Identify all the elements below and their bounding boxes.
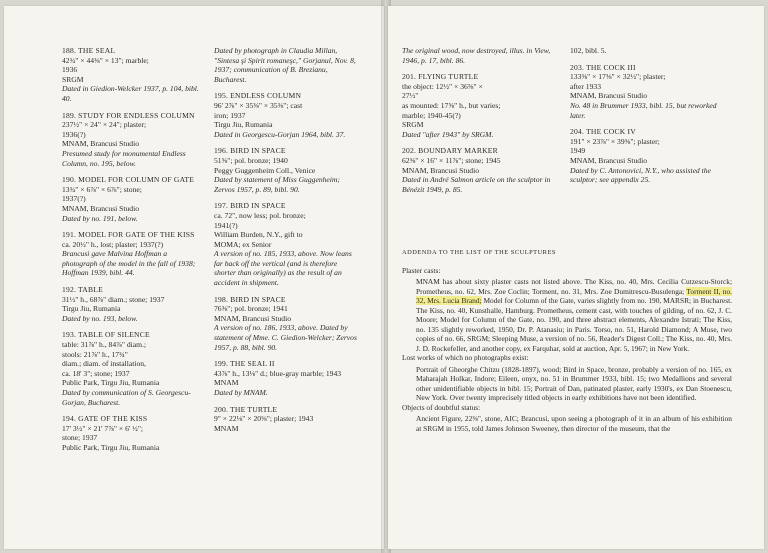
catalog-entry [62, 46, 204, 104]
entry-title: 189. STUDY FOR ENDLESS COLUMN [62, 110, 195, 120]
entry-detail-line: diam.; diam. of installation, [62, 359, 146, 369]
entry-detail-line: MNAM, Brancusi Studio [570, 91, 647, 101]
entry-detail-line: 96' 2⅞" × 35⅜" × 35⅜"; cast [214, 100, 303, 110]
entry-detail-line: 1949 [570, 146, 586, 156]
entry-note: Dated by no. 193, below. [62, 313, 138, 323]
entry-note: Dated in Georgescu-Gorjan 1964, bibl. 37. [214, 129, 346, 139]
entry-detail-line: 1936 [62, 65, 78, 75]
lost-works-label: Lost works of which no photographs exist: [402, 353, 529, 362]
entry-title: 191. MODEL FOR GATE OF THE KISS [62, 230, 195, 240]
entry-note: Dated "after 1943" by SRGM. [402, 129, 494, 139]
catalog-entry [570, 46, 730, 56]
entry-note: A version of no. 186, 1933, above. Dated by statement of Mme. C. Giedion-Welcker; Zervos 1957, p. 88, bibl. 90. [214, 323, 357, 352]
entry-title: 195. ENDLESS COLUMN [214, 91, 302, 101]
entry-detail-line: 42¾" × 44⅜" × 13"; marble; [62, 55, 149, 65]
entry-detail-line: 1936(?) [62, 129, 86, 139]
entry-title: 192. TABLE [62, 285, 103, 295]
entry-detail-line: stone; 1937 [62, 433, 98, 443]
entry-title: 198. BIRD IN SPACE [214, 294, 286, 304]
catalog-entry [62, 330, 204, 407]
entry-detail-line: MNAM, Brancusi Studio [570, 155, 647, 165]
catalog-entry [402, 46, 555, 65]
catalog-entry [62, 175, 204, 223]
entry-detail-line: 191" × 23⅞" × 39⅜"; plaster; [570, 136, 660, 146]
entry-note: Dated by communication of S. Georgescu-Gorjan, Bucharest. [62, 388, 191, 407]
entry-note: Dated in Giedion-Welcker 1937, p. 104, bibl. 40. [62, 84, 199, 103]
entry-detail-line: SRGM [402, 120, 424, 130]
entry-detail-line: MNAM, Brancusi Studio [62, 203, 139, 213]
plaster-text-a: MNAM has about sixty plaster casts not listed above. The Kiss, no. 40, Mrs. Cecilia Cutzescu-Storck; Prometheus, no. 62, Mrs. Zoe Coclin; Torment, no. 31, Mrs. Zoe Dumitrescu-Busulenga; [416, 277, 732, 296]
catalog-entry [62, 414, 204, 452]
entry-note: Dated by photograph in Claudia Millan, "Sintesa şi Spirit romaneşc," Gorjanul, Nov. 8, 1937; communication of B. Brezianu, Bucharest. [214, 46, 356, 84]
catalog-entry [214, 146, 359, 194]
entry-title: 188. THE SEAL [62, 46, 116, 55]
entry-title: 196. BIRD IN SPACE [214, 146, 286, 156]
entry-detail-line: marble; 1940-45(?) [402, 110, 461, 120]
entry-title: 202. BOUNDARY MARKER [402, 146, 498, 156]
entry-detail-line: 17' 3½" × 21' 7⅞" × 6' ½"; [62, 423, 144, 433]
entry-detail-line: as mounted: 17⅝" h., but varies; [402, 100, 501, 110]
plaster-text-b: Model for Column of the Gate, varies slightly from no. 190, MARSR; in Bucharest. The Kiss, no. 40, Kunsthalle, Hamburg. Prometheus, cement cast, with touches of gilding, of no. 62, J. C. Moore; Model for Column of the Gate, no. 190, and three abstract elements, Alexandre Istrati; The Kiss, no. 135 slightly reworked, 1950, Dr. P. Atanasiu; in Paris. Torso, no. 51, Harold Diamond; A Muse, two copies of no. 66, SRGM; Sleeping Muse, a version of no. 56, Reader's Digest Coll.; The Kiss, no. 40, Mrs. J. D. Rockefeller, and another copy, ex Farquhar, sold at auction, Apr. 5, 1967; in New York. [416, 296, 732, 353]
entry-title: 193. TABLE OF SILENCE [62, 330, 150, 340]
catalog-entry [62, 230, 204, 278]
catalog-entry [570, 63, 730, 121]
entry-detail-line: SRGM [62, 74, 84, 84]
entry-detail-line: Public Park, Tirgu Jiu, Rumania [62, 378, 160, 388]
catalog-entry [214, 295, 359, 353]
left-column-2 [214, 46, 359, 440]
entry-detail-line: 1937(?) [62, 194, 86, 204]
catalog-entry [570, 127, 730, 185]
catalog-entry [402, 146, 555, 194]
entry-detail-line: table: 31⅞" h., 84⅞" diam.; [62, 340, 147, 350]
entry-detail-line: MNAM [214, 378, 239, 388]
entry-note: Dated by no. 191, below. [62, 213, 138, 223]
plaster-casts-label: Plaster casts: [402, 265, 441, 275]
entry-detail-line: the object: 12½" × 36⅝" × [402, 81, 483, 91]
right-column-2 [570, 46, 730, 192]
entry-detail-line: 43⅞" h., 13⅛" d.; blue-gray marble; 1943 [214, 368, 342, 378]
left-page [4, 6, 384, 549]
entry-detail-line: Tirgu Jiu, Rumania [62, 304, 121, 314]
entry-note: Dated by MNAM. [214, 388, 268, 397]
entry-note: Brancusi gave Malvina Hoffman a photograph of the model in the fall of 1938; Hoffman 1939, bibl. 44. [62, 249, 196, 278]
plaster-casts-text [402, 277, 732, 353]
catalog-entry [62, 285, 204, 323]
entry-title: 204. THE COCK IV [570, 127, 636, 137]
entry-detail-line: Tirgu Jiu, Rumania [214, 120, 273, 130]
entry-note: Dated by C. Antonovici, N.Y., who assisted the sculptor; see appendix 25. [570, 165, 711, 185]
entry-note: Presumed study for monumental Endless Column, no. 195, below. [62, 148, 186, 168]
entry-detail-line: 76⅜"; pol. bronze; 1941 [214, 304, 288, 314]
entry-detail-line: 31½" h., 68⅞" diam.; stone; 1937 [62, 294, 165, 304]
entry-detail-line: stools: 21⅞" h., 17¾" [62, 349, 128, 359]
lost-works-text: Portrait of Gheorghe Chitzu (1828-1897), wood; Bird in Space, bronze, probably a version of no. 165, ex Maharajah Holkar, Indore; Eileen, onyx, no. 51 in Brummer 1933, bibl. 15; two Medallions and several other unidentifiable objects in bibl. 15; Portrait of Dan, patinated plaster, early 1930's, ex Dan Stoenescu, New York. Over twenty imprecisely titled objects in early exhibitions have not been identified. [416, 364, 732, 402]
entry-title: 200. THE TURTLE [214, 404, 278, 414]
entry-detail-line: MNAM, Brancusi Studio [214, 313, 291, 323]
entry-detail-line: MOMA; ex Senior [214, 239, 272, 249]
entry-detail-line: 9" × 22⅛" × 20⅝"; plaster; 1943 [214, 414, 314, 424]
entry-detail-line: iron; 1937 [214, 110, 246, 120]
entry-detail-line: 1941(?) [214, 220, 238, 230]
catalog-entry [214, 91, 359, 139]
entry-detail-line: 51⅝"; pol. bronze; 1940 [214, 155, 288, 165]
highlighted-text: Torment II, no. 32, Mrs. Lucia Brand; [416, 286, 732, 305]
entry-detail-line: 237½" × 24" × 24"; plaster; [62, 120, 147, 130]
entry-detail-line: ca. 18' 3"; stone; 1937 [62, 368, 130, 378]
entry-detail-line: after 1933 [570, 81, 601, 91]
doubtful-status-label: Objects of doubtful status: [402, 402, 481, 412]
catalog-entry [402, 72, 555, 139]
entry-detail-line: ca. 72", now less; pol. bronze; [214, 210, 306, 220]
entry-detail-line: Peggy Guggenheim Coll., Venice [214, 165, 316, 175]
entry-detail-line: MNAM [214, 423, 239, 433]
entry-detail-line: 62⅝" × 16" × 11⅞"; stone; 1945 [402, 155, 501, 165]
entry-note: A version of no. 185, 1933, above. Now leans far back off the vertical (and is therefore shorter than originally) as the result of an accident in shipment. [214, 249, 352, 288]
catalog-entry [214, 201, 359, 287]
entry-note: No. 48 in Brummer 1933, bibl. 15, but reworked later. [570, 100, 717, 120]
doubtful-status-text: Ancient Figure, 22⅜", stone, AIC; Brancusi, upon seeing a photograph of it in an album of his exhibition at SRGM in 1955, told James Johnson Sweeney, then director of the museum, that the [416, 414, 732, 433]
entry-note: Dated by statement of Miss Guggenheim; Zervos 1957, p. 89, bibl. 90. [214, 175, 340, 194]
entry-detail-line: 13¾" × 6⅞" × 6⅞"; stone; [62, 184, 142, 194]
entry-title: 203. THE COCK III [570, 62, 636, 72]
right-page [388, 6, 764, 549]
entry-detail-line: 133⅜" × 17⅜" × 32½"; plaster; [570, 72, 666, 82]
entry-title: 197. BIRD IN SPACE [214, 201, 286, 211]
catalog-entry [214, 359, 359, 397]
entry-detail-line: ca. 20½" h., lost; plaster; 1937(?) [62, 239, 164, 249]
entry-detail-line: 27½" [402, 91, 419, 101]
entry-title: 201. FLYING TURTLE [402, 72, 479, 82]
right-column-1 [402, 46, 555, 201]
entry-note: The original wood, now destroyed, illus. in View, 1946, p. 17, bibl. 86. [402, 46, 551, 65]
entry-title: 194. GATE OF THE KISS [62, 414, 148, 424]
left-column-1 [62, 46, 204, 460]
entry-detail-line: 102, bibl. 5. [570, 46, 607, 55]
catalog-entry [214, 46, 359, 84]
addenda-section [402, 248, 732, 433]
entry-detail-line: Public Park, Tirgu Jiu, Rumania [62, 442, 160, 452]
entry-detail-line: William Burden, N.Y., gift to [214, 230, 303, 240]
entry-title: 190. MODEL FOR COLUMN OF GATE [62, 175, 195, 185]
entry-title: 199. THE SEAL II [214, 359, 275, 369]
addenda-heading: ADDENDA TO THE LIST OF THE SCULPTURES [402, 249, 556, 256]
catalog-entry [214, 405, 359, 434]
catalog-entry [62, 111, 204, 169]
entry-detail-line: MNAM, Brancusi Studio [402, 165, 479, 175]
entry-note: Dated in André Salmon article on the sculptor in Bénézit 1949, p. 85. [402, 175, 551, 194]
entry-detail-line: MNAM, Brancusi Studio [62, 139, 139, 149]
